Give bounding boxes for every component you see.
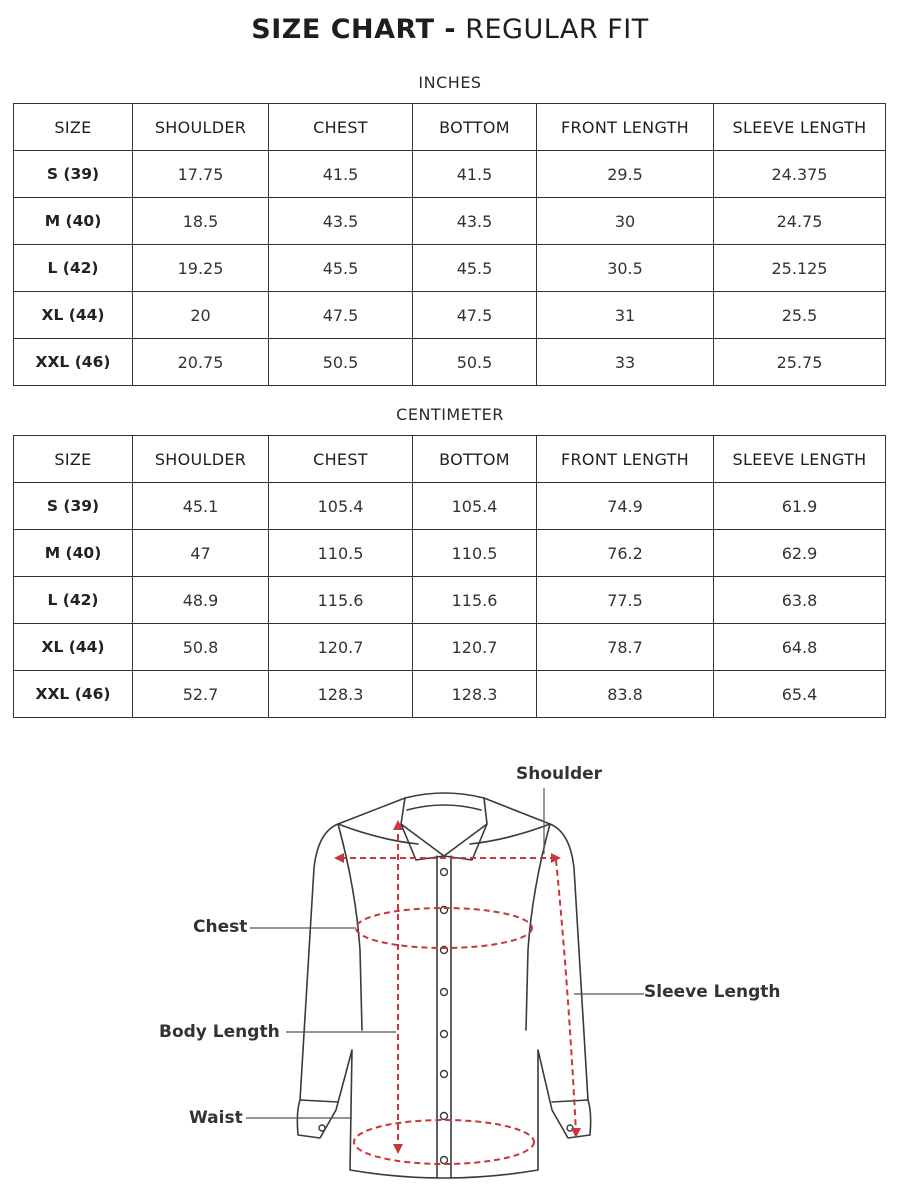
shirt-illustration xyxy=(0,740,900,1200)
table-cell: 41.5 xyxy=(413,151,537,198)
table-cell: 47 xyxy=(133,530,269,577)
table-cell: 115.6 xyxy=(269,577,413,624)
measure-lines xyxy=(340,824,576,1164)
size-cell: M (40) xyxy=(14,198,133,245)
table-cell: 77.5 xyxy=(537,577,714,624)
column-header: FRONT LENGTH xyxy=(537,436,714,483)
table-row xyxy=(14,198,886,245)
table-cell: 25.125 xyxy=(714,245,886,292)
table-cell: 45.1 xyxy=(133,483,269,530)
table-row xyxy=(14,624,886,671)
table-cell: 45.5 xyxy=(413,245,537,292)
table-cell: 30 xyxy=(537,198,714,245)
table-cell: 47.5 xyxy=(413,292,537,339)
table-cell: 17.75 xyxy=(133,151,269,198)
column-header: BOTTOM xyxy=(413,436,537,483)
table-cell: 29.5 xyxy=(537,151,714,198)
table-cell: 33 xyxy=(537,339,714,386)
table-cell: 128.3 xyxy=(269,671,413,718)
title-regular: REGULAR FIT xyxy=(465,14,649,45)
shoulder-label: Shoulder xyxy=(516,764,603,784)
column-header: SIZE xyxy=(14,436,133,483)
table-cell: 20 xyxy=(133,292,269,339)
chest-label: Chest xyxy=(193,917,248,937)
table-cell: 30.5 xyxy=(537,245,714,292)
table-cell: 83.8 xyxy=(537,671,714,718)
table-row xyxy=(14,292,886,339)
column-header: FRONT LENGTH xyxy=(537,104,714,151)
table-cell: 43.5 xyxy=(269,198,413,245)
table-cell: 18.5 xyxy=(133,198,269,245)
page-title xyxy=(0,14,900,45)
table-cell: 115.6 xyxy=(413,577,537,624)
sleeve-length-label: Sleeve Length xyxy=(644,982,781,1002)
table-cell: 24.375 xyxy=(714,151,886,198)
table-cell: 45.5 xyxy=(269,245,413,292)
title-bold: SIZE CHART - xyxy=(251,14,457,45)
table-cell: 48.9 xyxy=(133,577,269,624)
inches-label: INCHES xyxy=(418,73,482,92)
measure-arrowheads xyxy=(334,820,581,1154)
body-length-label: Body Length xyxy=(159,1022,280,1042)
table-cell: 52.7 xyxy=(133,671,269,718)
table-cell: 25.5 xyxy=(714,292,886,339)
table-cell: 43.5 xyxy=(413,198,537,245)
column-header: CHEST xyxy=(269,104,413,151)
table-row xyxy=(14,245,886,292)
inches-table xyxy=(13,103,886,386)
column-header: SHOULDER xyxy=(133,104,269,151)
centimeter-table xyxy=(13,435,886,718)
column-header: SHOULDER xyxy=(133,436,269,483)
table-cell: 50.8 xyxy=(133,624,269,671)
table-cell: 128.3 xyxy=(413,671,537,718)
table-cell: 105.4 xyxy=(413,483,537,530)
table-cell: 74.9 xyxy=(537,483,714,530)
column-header: SLEEVE LENGTH xyxy=(714,104,886,151)
table-cell: 65.4 xyxy=(714,671,886,718)
table-cell: 24.75 xyxy=(714,198,886,245)
centimeter-label: CENTIMETER xyxy=(396,405,504,424)
size-cell: L (42) xyxy=(14,577,133,624)
table-cell: 50.5 xyxy=(413,339,537,386)
table-cell: 78.7 xyxy=(537,624,714,671)
column-header: SLEEVE LENGTH xyxy=(714,436,886,483)
table-row xyxy=(14,151,886,198)
size-cell: L (42) xyxy=(14,245,133,292)
size-cell: M (40) xyxy=(14,530,133,577)
table-row xyxy=(14,339,886,386)
table-cell: 64.8 xyxy=(714,624,886,671)
shirt-diagram xyxy=(0,740,900,1204)
table-cell: 19.25 xyxy=(133,245,269,292)
table-row xyxy=(14,530,886,577)
table-cell: 25.75 xyxy=(714,339,886,386)
table-cell: 20.75 xyxy=(133,339,269,386)
size-cell: XXL (46) xyxy=(14,339,133,386)
table-row xyxy=(14,483,886,530)
table-cell: 63.8 xyxy=(714,577,886,624)
size-cell: XXL (46) xyxy=(14,671,133,718)
table-header-row xyxy=(14,436,886,483)
table-header-row xyxy=(14,104,886,151)
column-header: CHEST xyxy=(269,436,413,483)
table-cell: 61.9 xyxy=(714,483,886,530)
table-cell: 76.2 xyxy=(537,530,714,577)
table-cell: 110.5 xyxy=(413,530,537,577)
table-cell: 62.9 xyxy=(714,530,886,577)
table-cell: 120.7 xyxy=(413,624,537,671)
table-cell: 41.5 xyxy=(269,151,413,198)
size-cell: XL (44) xyxy=(14,624,133,671)
size-cell: S (39) xyxy=(14,483,133,530)
table-cell: 31 xyxy=(537,292,714,339)
table-row xyxy=(14,671,886,718)
size-cell: XL (44) xyxy=(14,292,133,339)
waist-label: Waist xyxy=(189,1108,243,1128)
table-cell: 110.5 xyxy=(269,530,413,577)
table-cell: 105.4 xyxy=(269,483,413,530)
column-header: SIZE xyxy=(14,104,133,151)
table-cell: 50.5 xyxy=(269,339,413,386)
table-cell: 47.5 xyxy=(269,292,413,339)
shirt-outline xyxy=(297,793,590,1178)
table-cell: 120.7 xyxy=(269,624,413,671)
column-header: BOTTOM xyxy=(413,104,537,151)
table-row xyxy=(14,577,886,624)
size-cell: S (39) xyxy=(14,151,133,198)
